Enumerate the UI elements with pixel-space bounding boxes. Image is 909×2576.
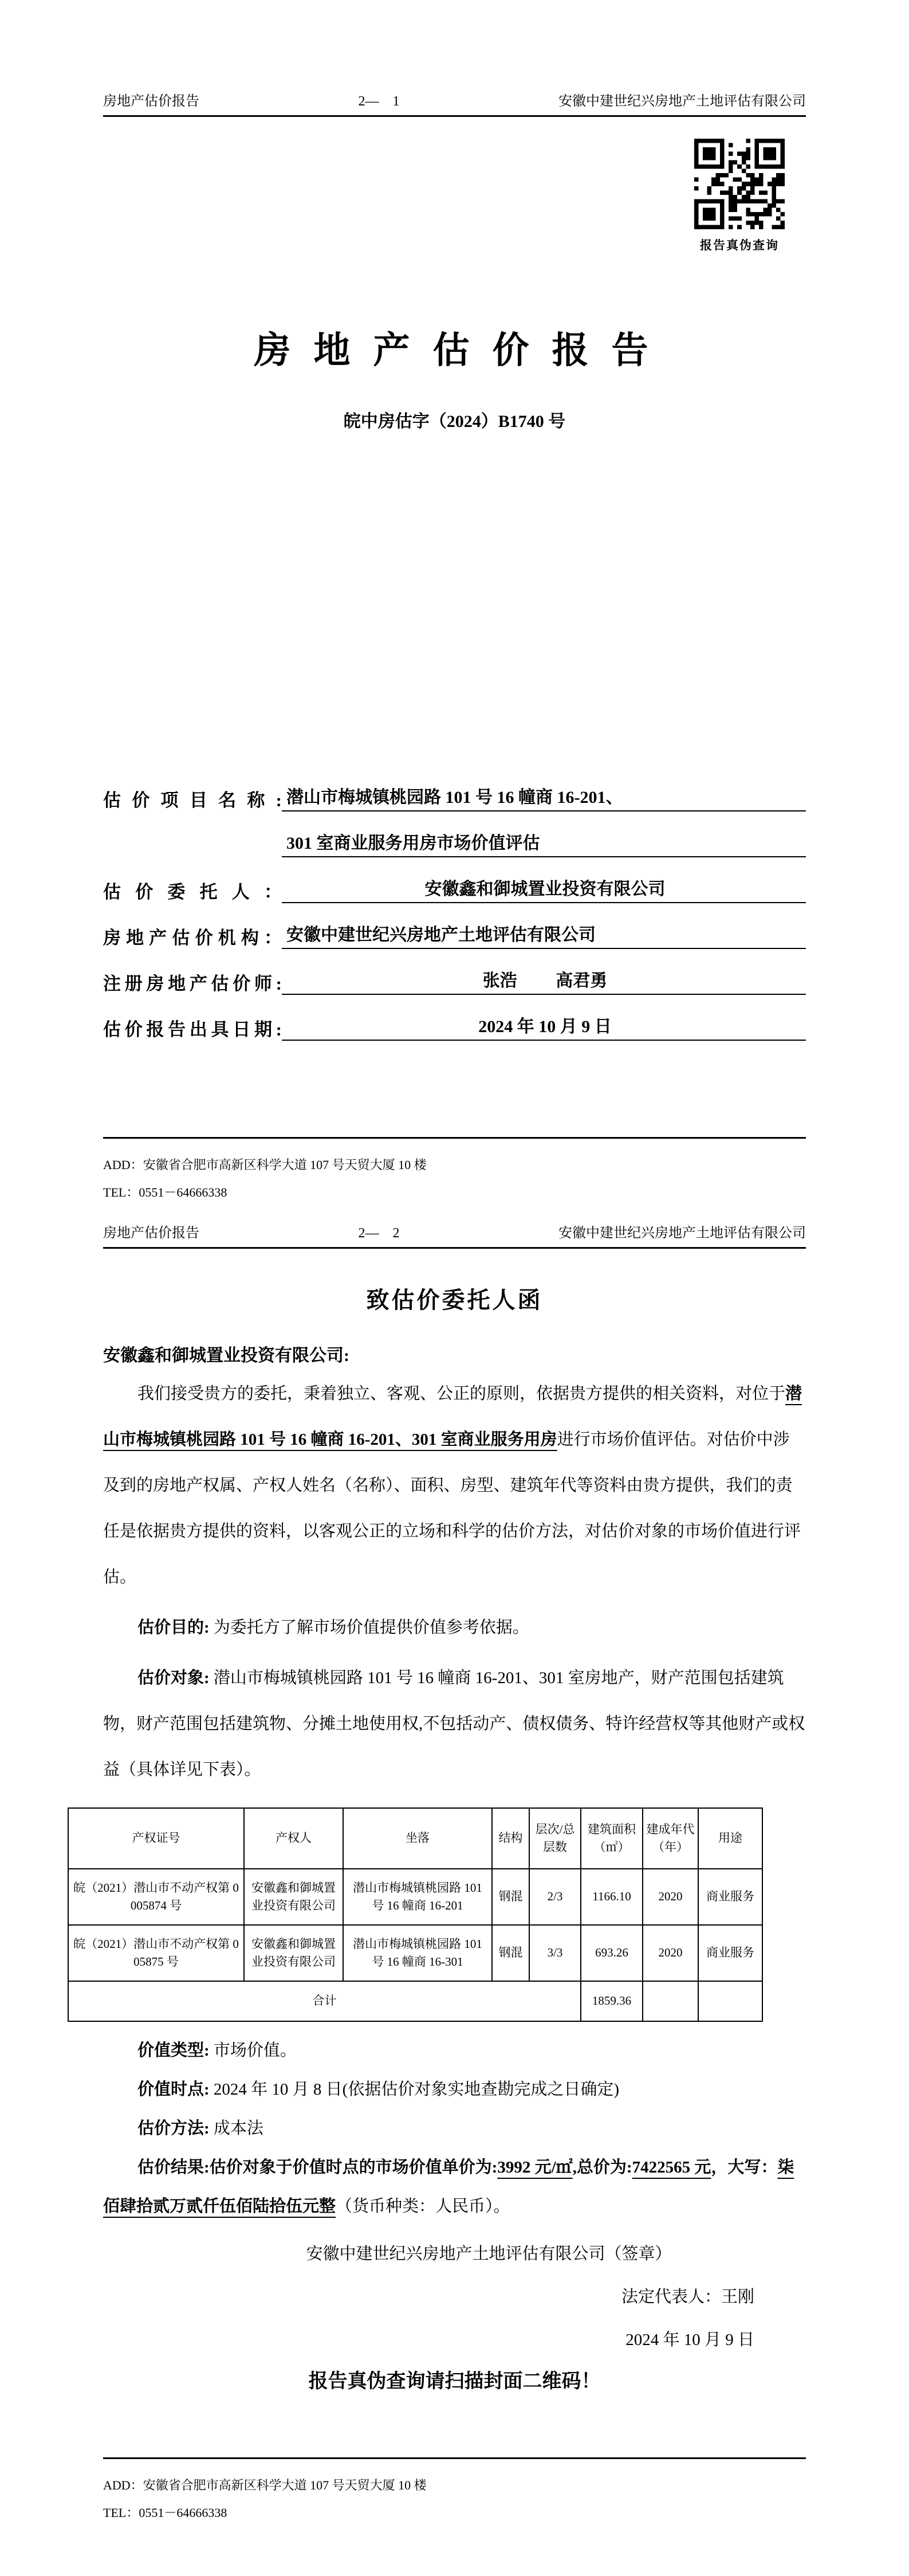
field-label: 估价委托人：	[103, 882, 282, 902]
cover-fields	[103, 766, 806, 1041]
field-value: 潜山市梅城镇桃园路 101 号 16 幢商 16-201、	[282, 783, 806, 811]
qr-scan-notice: 报告真伪查询请扫描封面二维码！	[308, 2371, 601, 2392]
signature-company: 安徽中建世纪兴房地产土地评估有限公司（签章）	[306, 2245, 672, 2263]
footer-address: ADD：安徽省合肥市高新区科学大道 107 号天贸大厦 10 楼	[103, 2478, 427, 2492]
field-value: 301 室商业服务用房市场价值评估	[282, 829, 806, 857]
field-value: 安徽中建世纪兴房地产土地评估有限公司	[282, 920, 806, 949]
col-location: 坐落	[343, 1808, 492, 1869]
appraisal-purpose	[103, 1605, 806, 1650]
property-table	[68, 1807, 763, 2022]
qr-caption: 报告真伪查询	[700, 238, 779, 252]
col-area: 建筑面积（㎡）	[581, 1808, 643, 1869]
cell-use: 商业服务	[698, 1869, 762, 1925]
footer-address: ADD：安徽省合肥市高新区科学大道 107 号天贸大厦 10 楼	[103, 1158, 427, 1172]
method-label: 估价方法:	[137, 2119, 210, 2138]
cell-owner: 安徽鑫和御城置业投资有限公司	[244, 1925, 343, 1981]
letter-salutation: 安徽鑫和御城置业投资有限公司:	[103, 1346, 349, 1365]
subject-text: 潜山市梅城镇桃园路 101 号 16 幢商 16-201、301 室房地产，财产范围包括建筑物，财产范围包括建筑物、分摊土地使用权,不包括动产、债权债务、特许经营权等其他财产或权益（具体详见下表）。	[103, 1669, 805, 1779]
col-year: 建成年代（年）	[643, 1808, 698, 1869]
total-label: 合计	[68, 1981, 581, 2021]
cell-location: 潜山市梅城镇桃园路 101 号 16 幢商 16-201	[343, 1869, 492, 1925]
table-row	[68, 1925, 762, 1981]
result-line: 估价结果:估价对象于价值时点的市场价值单价为:3992 元/㎡,总价为:7422565 元，大写：柒佰肆拾贰万贰仟伍佰陆拾伍元整（货币种类：人民币）。	[103, 2158, 794, 2216]
header-company: 安徽中建世纪兴房地产土地评估有限公司	[558, 1226, 806, 1241]
bottom-margin	[103, 2527, 806, 2576]
header-company: 安徽中建世纪兴房地产土地评估有限公司	[558, 94, 806, 109]
cell-structure: 钢混	[492, 1925, 529, 1981]
header-page-number: 2— 1	[358, 94, 400, 109]
report-title: 房 地 产 估 价 报 告	[254, 330, 655, 371]
cell-floor: 2/3	[529, 1869, 581, 1925]
header-page-number: 2— 2	[358, 1226, 400, 1241]
letter-title: 致估价委托人函	[366, 1287, 543, 1313]
cell-area: 693.26	[581, 1925, 643, 1981]
col-cert: 产权证号	[68, 1808, 244, 1869]
table-row	[68, 1869, 762, 1925]
report-number: 皖中房估字（2024）B1740 号	[343, 412, 566, 431]
page-2-letter	[0, 1221, 909, 2576]
empty-cell	[698, 1981, 762, 2021]
table-total-row	[68, 1981, 762, 2021]
cell-structure: 钢混	[492, 1869, 529, 1925]
value-date-label: 价值时点:	[137, 2080, 210, 2099]
field-project-name-line2	[103, 811, 806, 857]
field-label: 注册房地产估价师:	[103, 974, 282, 994]
field-appraisers	[103, 949, 806, 995]
field-label: 估价报告出具日期:	[103, 1020, 282, 1040]
purpose-label: 估价目的:	[137, 1618, 210, 1637]
cell-area: 1166.10	[581, 1869, 643, 1925]
field-issue-date	[103, 995, 806, 1041]
header-doc-type: 房地产估价报告	[103, 1226, 199, 1241]
footer-phone: TEL：0551－64666338	[103, 1185, 227, 1199]
cell-cert: 皖（2021）潜山市不动产权第 005875 号	[68, 1925, 244, 1981]
cell-year: 2020	[643, 1925, 698, 1981]
method-line	[103, 2109, 806, 2148]
page2-running-header	[103, 1221, 806, 1249]
value-type-label: 价值类型:	[137, 2041, 210, 2060]
value-date-text: 2024 年 10 月 8 日(依据估价对象实地查勘完成之日确定)	[213, 2080, 619, 2099]
field-label: 房地产估价机构：	[103, 928, 282, 948]
field-agency	[103, 903, 806, 949]
purpose-text: 为委托方了解市场价值提供价值参考依据。	[213, 1618, 529, 1637]
field-client	[103, 857, 806, 903]
signature-date: 2024 年 10 月 9 日	[625, 2331, 754, 2349]
page-1-cover	[0, 89, 909, 1206]
appraisal-subject	[103, 1655, 806, 1793]
subject-label: 估价对象:	[137, 1669, 210, 1687]
col-floor: 层次/总层数	[529, 1808, 581, 1869]
header-doc-type: 房地产估价报告	[103, 94, 199, 109]
col-use: 用途	[698, 1808, 762, 1869]
cell-location: 潜山市梅城镇桃园路 101 号 16 幢商 16-301	[343, 1925, 492, 1981]
letter-paragraph-1: 我们接受贵方的委托，秉着独立、客观、公正的原则，依据贵方提供的相关资料，对位于潜山市梅城镇桃园路 101 号 16 幢商 16-201、301 室商业服务用房进行市场价值评估。对估价中涉及到的房地产权属、产权人姓名（名称）、面积、房型、建筑年代等资料由贵方提供，我们的责任是依据贵方提供的资料，以客观公正的立场和科学的估价方法，对估价对象的市场价值进行评估。	[103, 1385, 802, 1586]
field-value: 张浩 高君勇	[282, 966, 806, 995]
table-header-row	[68, 1808, 762, 1869]
cell-use: 商业服务	[698, 1925, 762, 1981]
col-owner: 产权人	[244, 1808, 343, 1869]
field-value: 安徽鑫和御城置业投资有限公司	[282, 875, 806, 903]
qr-code	[682, 139, 797, 229]
signature-legal-rep: 法定代表人：王刚	[621, 2288, 754, 2306]
value-date-line	[103, 2070, 806, 2109]
col-structure: 结构	[492, 1808, 529, 1869]
cell-floor: 3/3	[529, 1925, 581, 1981]
field-value: 2024 年 10 月 9 日	[282, 1012, 806, 1041]
report-verification-block	[682, 139, 797, 253]
field-project-name	[103, 766, 806, 811]
page1-running-header	[103, 89, 806, 117]
field-label: 估价项目名称:	[103, 790, 282, 810]
footer-phone: TEL：0551－64666338	[103, 2506, 227, 2520]
page2-running-footer	[103, 2457, 806, 2527]
empty-cell	[643, 1981, 698, 2021]
page1-running-footer	[103, 1137, 806, 1206]
cell-owner: 安徽鑫和御城置业投资有限公司	[244, 1869, 343, 1925]
method-text: 成本法	[213, 2119, 263, 2138]
total-area: 1859.36	[581, 1981, 643, 2021]
cell-cert: 皖（2021）潜山市不动产权第 0005874 号	[68, 1869, 244, 1925]
cell-year: 2020	[643, 1869, 698, 1925]
value-type-line	[103, 2031, 806, 2070]
value-type-text: 市场价值。	[213, 2041, 297, 2060]
